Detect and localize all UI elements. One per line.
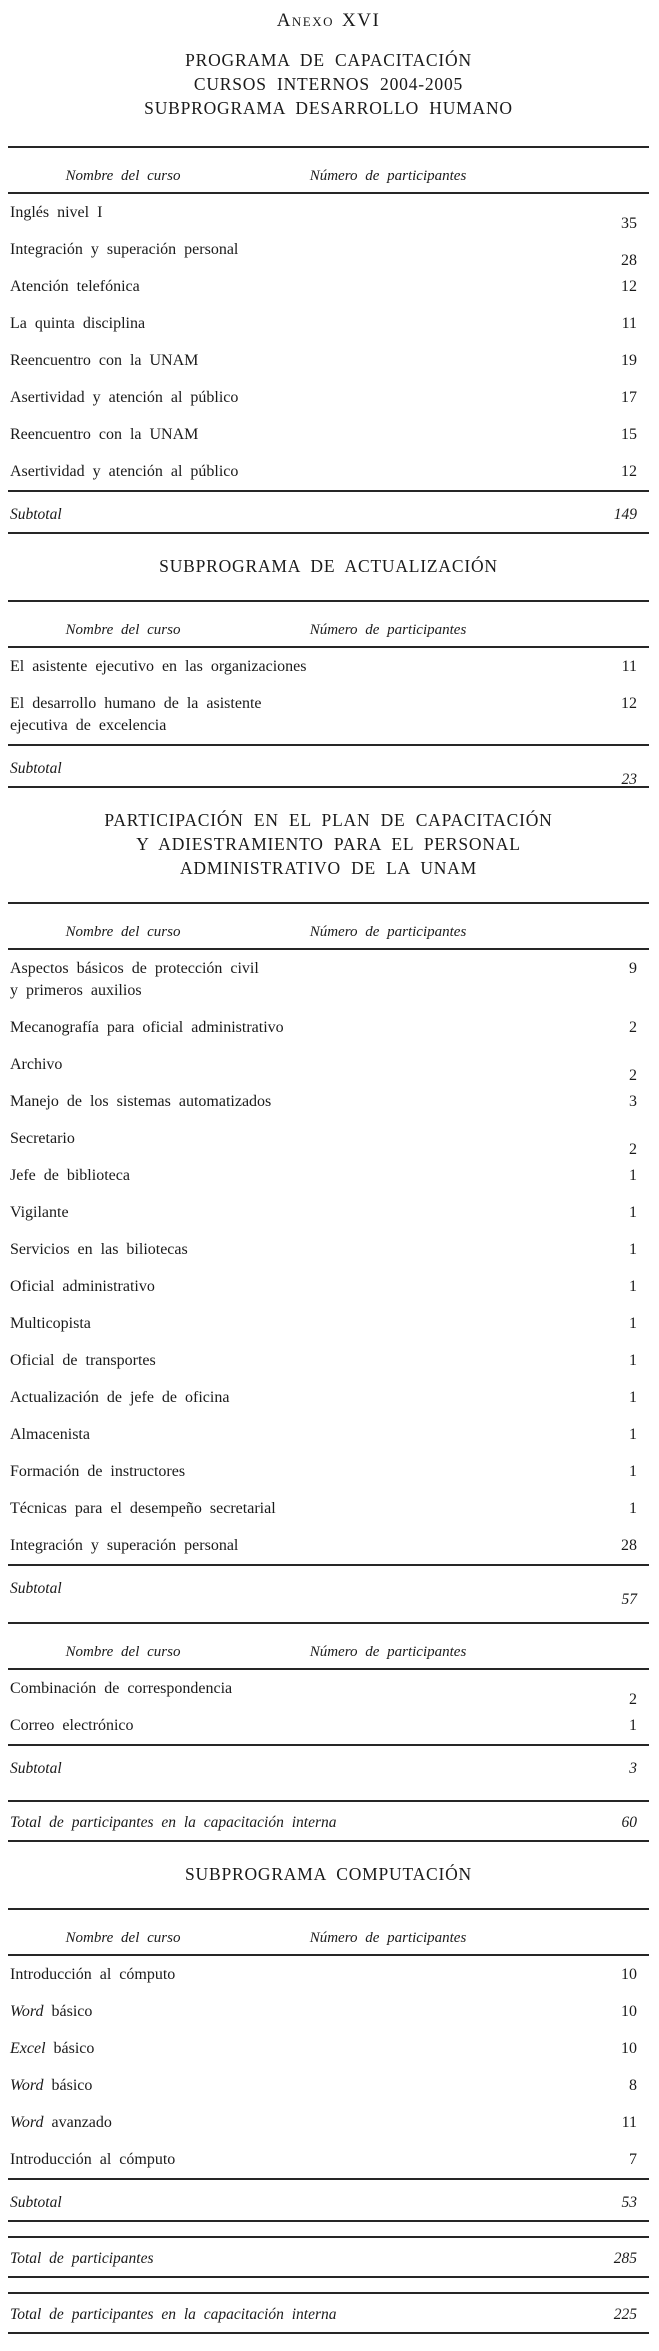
course-name: Archivo	[10, 1056, 63, 1073]
total-label: Total de participantes en la capacitación interna	[10, 2306, 337, 2323]
participant-count: 12	[621, 463, 637, 480]
table-row	[8, 1490, 649, 1527]
column-header-course: Nombre del curso	[65, 1644, 181, 1660]
course-name: El desarrollo humano de la asistente ejecutiva de excelencia	[10, 695, 262, 734]
participant-count: 7	[629, 2151, 637, 2168]
course-name: Secretario	[10, 1130, 75, 1147]
course-name: Formación de instructores	[10, 1463, 186, 1480]
table-row	[8, 268, 649, 305]
course-name-italic-word: Word	[10, 2003, 44, 2020]
section-heading	[8, 808, 649, 880]
divider	[8, 2332, 649, 2334]
table-row	[8, 2104, 649, 2141]
participant-count: 1	[629, 1389, 637, 1406]
subtotal-value: 57	[621, 1591, 637, 1608]
subtotal-row	[8, 1746, 649, 1786]
total-value: 60	[621, 1814, 637, 1831]
subtotal-value: 23	[621, 771, 637, 788]
course-name: Word básico	[10, 2003, 93, 2020]
column-header-participants: Número de participantes	[309, 1930, 467, 1946]
table-row	[8, 1046, 649, 1083]
course-name: Integración y superación personal	[10, 1537, 239, 1554]
course-name: Vigilante	[10, 1204, 69, 1221]
heading-line: PARTICIPACIÓN EN EL PLAN DE CAPACITACIÓN	[104, 810, 553, 830]
table-row	[8, 2141, 649, 2180]
subtotal-label: Subtotal	[10, 1760, 62, 1777]
course-name: Introducción al cómputo	[10, 1966, 176, 1983]
participant-count: 35	[621, 215, 637, 232]
table-row	[8, 1194, 649, 1231]
subtotal-label: Subtotal	[10, 2194, 62, 2211]
course-name: Servicios en las biliotecas	[10, 1241, 188, 1258]
participant-count: 10	[621, 1966, 637, 1983]
participant-count: 9	[629, 960, 637, 977]
participant-count: 1	[629, 1352, 637, 1369]
course-name: Asertividad y atención al público	[10, 463, 239, 480]
course-name-italic-word: Excel	[10, 2040, 46, 2057]
subtotal-label: Subtotal	[10, 506, 62, 523]
participant-count: 3	[629, 1093, 637, 1110]
annex-title	[8, 10, 649, 32]
participant-count: 1	[629, 1204, 637, 1221]
heading-line: PROGRAMA DE CAPACITACIÓN	[185, 50, 472, 70]
table-row	[8, 1416, 649, 1453]
course-name: Almacenista	[10, 1426, 90, 1443]
course-name: Integración y superación personal	[10, 241, 239, 258]
divider	[8, 2276, 649, 2278]
course-name-line2: ejecutiva de excelencia	[10, 717, 167, 734]
column-header-course: Nombre del curso	[65, 168, 181, 184]
course-name: Introducción al cómputo	[10, 2151, 176, 2168]
participant-count: 1	[629, 1315, 637, 1332]
column-headers	[8, 148, 649, 192]
column-header-participants: Número de participantes	[309, 1644, 467, 1660]
participant-count: 2	[629, 1019, 637, 1036]
course-name-italic-word: Word	[10, 2077, 44, 2094]
table-row	[8, 1993, 649, 2030]
course-name: El asistente ejecutivo en las organizaciones	[10, 658, 307, 675]
course-name: La quinta disciplina	[10, 315, 146, 332]
course-name: Combinación de correspondencia	[10, 1680, 233, 1697]
subtotal-value: 53	[621, 2194, 637, 2211]
total-label: Total de participantes	[10, 2250, 154, 2267]
table-row	[8, 1120, 649, 1157]
participant-count: 8	[629, 2077, 637, 2094]
table-row	[8, 1231, 649, 1268]
table-row	[8, 342, 649, 379]
course-name: Oficial de transportes	[10, 1352, 156, 1369]
table-row	[8, 194, 649, 231]
total-value: 285	[613, 2250, 637, 2267]
participant-count: 12	[621, 695, 637, 712]
participant-count: 10	[621, 2003, 637, 2020]
course-name: Inglés nivel I	[10, 204, 103, 221]
section-heading	[8, 1862, 649, 1886]
subtotal-label: Subtotal	[10, 1580, 62, 1597]
course-name: Word avanzado	[10, 2114, 112, 2131]
heading-line: Y ADIESTRAMIENTO PARA EL PERSONAL	[136, 834, 521, 854]
total-row	[8, 1802, 649, 1840]
course-name-italic-word: Word	[10, 2114, 44, 2131]
table-row	[8, 1527, 649, 1566]
participant-count: 1	[629, 1426, 637, 1443]
participant-count: 17	[621, 389, 637, 406]
participant-count: 1	[629, 1167, 637, 1184]
table-row	[8, 2067, 649, 2104]
table-row	[8, 685, 649, 746]
total-row	[8, 2294, 649, 2332]
total-label: Total de participantes en la capacitación interna	[10, 1814, 337, 1831]
heading-line: SUBPROGRAMA DESARROLLO HUMANO	[144, 98, 513, 118]
section-heading	[8, 554, 649, 578]
column-header-participants: Número de participantes	[309, 622, 467, 638]
table-row	[8, 1342, 649, 1379]
course-name: Excel básico	[10, 2040, 95, 2057]
heading-line: ADMINISTRATIVO DE LA UNAM	[179, 858, 477, 878]
document-body	[8, 48, 649, 2334]
course-name: Reencuentro con la UNAM	[10, 426, 199, 443]
participant-count: 11	[621, 658, 637, 675]
course-name: Multicopista	[10, 1315, 91, 1332]
table-row	[8, 1009, 649, 1046]
course-name-line2: y primeros auxilios	[10, 982, 142, 999]
participant-count: 12	[621, 278, 637, 295]
participant-count: 28	[621, 1537, 637, 1554]
heading-line: SUBPROGRAMA COMPUTACIÓN	[185, 1864, 472, 1884]
table-row	[8, 2030, 649, 2067]
course-name: Mecanografía para oficial administrativo	[10, 1019, 284, 1036]
total-value: 225	[613, 2306, 637, 2323]
participant-count: 28	[621, 252, 637, 269]
column-header-course: Nombre del curso	[65, 924, 181, 940]
column-headers	[8, 1624, 649, 1668]
column-header-participants: Número de participantes	[309, 924, 467, 940]
column-headers	[8, 602, 649, 646]
table-row	[8, 453, 649, 492]
subtotal-value: 149	[613, 506, 637, 523]
heading-line: CURSOS INTERNOS 2004-2005	[193, 74, 464, 94]
participant-count: 19	[621, 352, 637, 369]
course-name: Aspectos básicos de protección civil y primeros auxilios	[10, 960, 259, 999]
table-row	[8, 1083, 649, 1120]
course-name: Asertividad y atención al público	[10, 389, 239, 406]
subtotal-row	[8, 2180, 649, 2222]
participant-count: 10	[621, 2040, 637, 2057]
annex-numeral: XVI	[342, 10, 381, 31]
course-name: Jefe de biblioteca	[10, 1167, 130, 1184]
course-name: Atención telefónica	[10, 278, 140, 295]
table-row	[8, 1379, 649, 1416]
course-name: Oficial administrativo	[10, 1278, 155, 1295]
table-row	[8, 648, 649, 685]
table-row	[8, 1956, 649, 1993]
participant-count: 2	[629, 1067, 637, 1084]
participant-count: 11	[621, 2114, 637, 2131]
course-name: Word básico	[10, 2077, 93, 2094]
table-row	[8, 231, 649, 268]
participant-count: 1	[629, 1500, 637, 1517]
participant-count: 1	[629, 1241, 637, 1258]
participant-count: 11	[621, 315, 637, 332]
divider	[8, 1840, 649, 1842]
subtotal-label: Subtotal	[10, 760, 62, 777]
table-row	[8, 305, 649, 342]
subtotal-row	[8, 1566, 649, 1606]
subtotal-row	[8, 492, 649, 534]
course-name: Manejo de los sistemas automatizados	[10, 1093, 272, 1110]
participant-count: 2	[629, 1691, 637, 1708]
table-row	[8, 1157, 649, 1194]
column-header-course: Nombre del curso	[65, 1930, 181, 1946]
participant-count: 1	[629, 1717, 637, 1734]
table-row	[8, 379, 649, 416]
heading-line: SUBPROGRAMA DE ACTUALIZACIÓN	[159, 556, 498, 576]
section-heading	[8, 48, 649, 120]
participant-count: 1	[629, 1463, 637, 1480]
table-row	[8, 1268, 649, 1305]
table-row	[8, 416, 649, 453]
course-name: Actualización de jefe de oficina	[10, 1389, 230, 1406]
column-header-participants: Número de participantes	[309, 168, 467, 184]
course-name: Reencuentro con la UNAM	[10, 352, 199, 369]
total-row	[8, 2238, 649, 2276]
table-row	[8, 1670, 649, 1707]
table-row	[8, 1305, 649, 1342]
subtotal-value: 3	[629, 1760, 637, 1777]
column-headers	[8, 904, 649, 948]
column-headers	[8, 1910, 649, 1954]
column-header-course: Nombre del curso	[65, 622, 181, 638]
table-row	[8, 950, 649, 1009]
participant-count: 1	[629, 1278, 637, 1295]
course-name: Correo electrónico	[10, 1717, 134, 1734]
participant-count: 2	[629, 1141, 637, 1158]
table-row	[8, 1707, 649, 1746]
subtotal-row	[8, 746, 649, 788]
course-name: Técnicas para el desempeño secretarial	[10, 1500, 276, 1517]
table-row	[8, 1453, 649, 1490]
participant-count: 15	[621, 426, 637, 443]
annex-word: Anexo	[276, 10, 335, 31]
